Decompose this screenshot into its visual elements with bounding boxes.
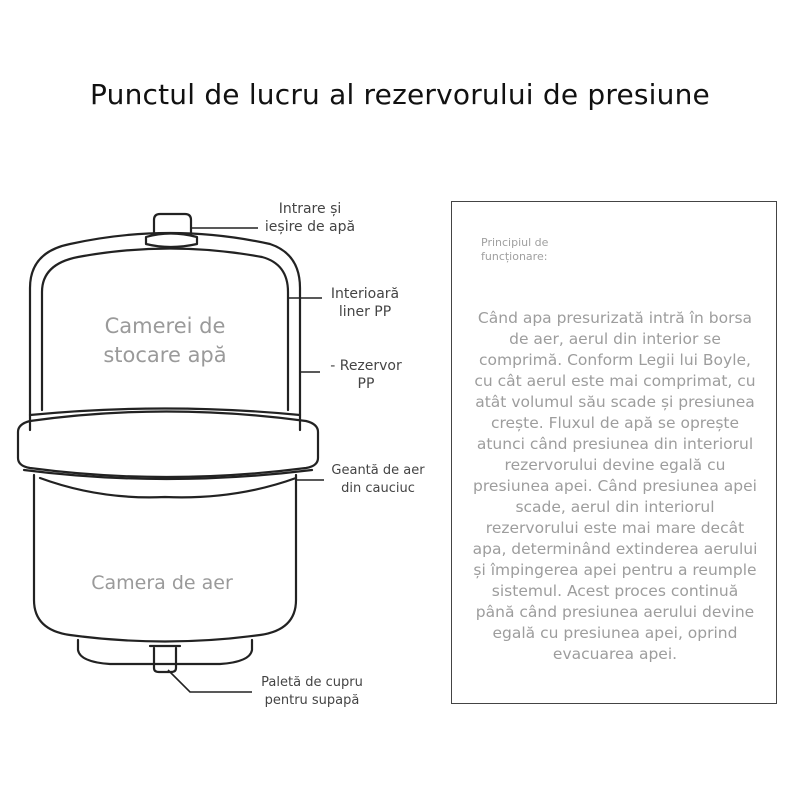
copper-valve [154, 648, 176, 672]
panel-body-text: Când apa presurizată intră în borsa de aer, aerul din interior se comprimă. Conform Legii lui Boyle, cu cât aerul este mai comprimat, cu atât volumul său scade și presiunea crește. Fluxul de apă se oprește atunci când presiunea din interiorul rezervorului devine egală cu presiunea apei. Când presiunea apei scade, aerul din interiorul rezervorului este mai mare decât apa, determinând extinderea aerului și împingerea apei pentru a reumple sistemul. Acest proces continuă până când presiunea aerului devine egală cu presiunea apei, oprind evacuarea apei. [472, 309, 758, 663]
clamp-band [18, 412, 318, 478]
inlet-fitting-base [146, 234, 197, 248]
inlet-outlet-label: Intrare și ieșire de apă [264, 201, 356, 235]
leader-valve [168, 670, 252, 692]
pp-liner-label: Interioară liner PP [330, 286, 400, 320]
panel-heading: Principiul de funcționare: [481, 236, 549, 263]
copper-valve-label: Paletă de cupru pentru supapă [261, 675, 363, 708]
water-storage-chamber-label: Camerei de stocare apă [103, 314, 227, 367]
inlet-fitting [154, 214, 191, 234]
air-chamber-shell [34, 475, 296, 642]
air-chamber-label: Camera de aer [91, 572, 233, 594]
pp-tank-label: - Rezervor PP [330, 358, 402, 392]
rubber-air-bag-label: Geantă de aer din cauciuc [331, 463, 425, 496]
bottom-base [78, 640, 252, 664]
rubber-air-bag [40, 478, 296, 497]
working-principle-panel [451, 201, 777, 704]
page-title: Punctul de lucru al rezervorului de presiune [90, 78, 710, 111]
